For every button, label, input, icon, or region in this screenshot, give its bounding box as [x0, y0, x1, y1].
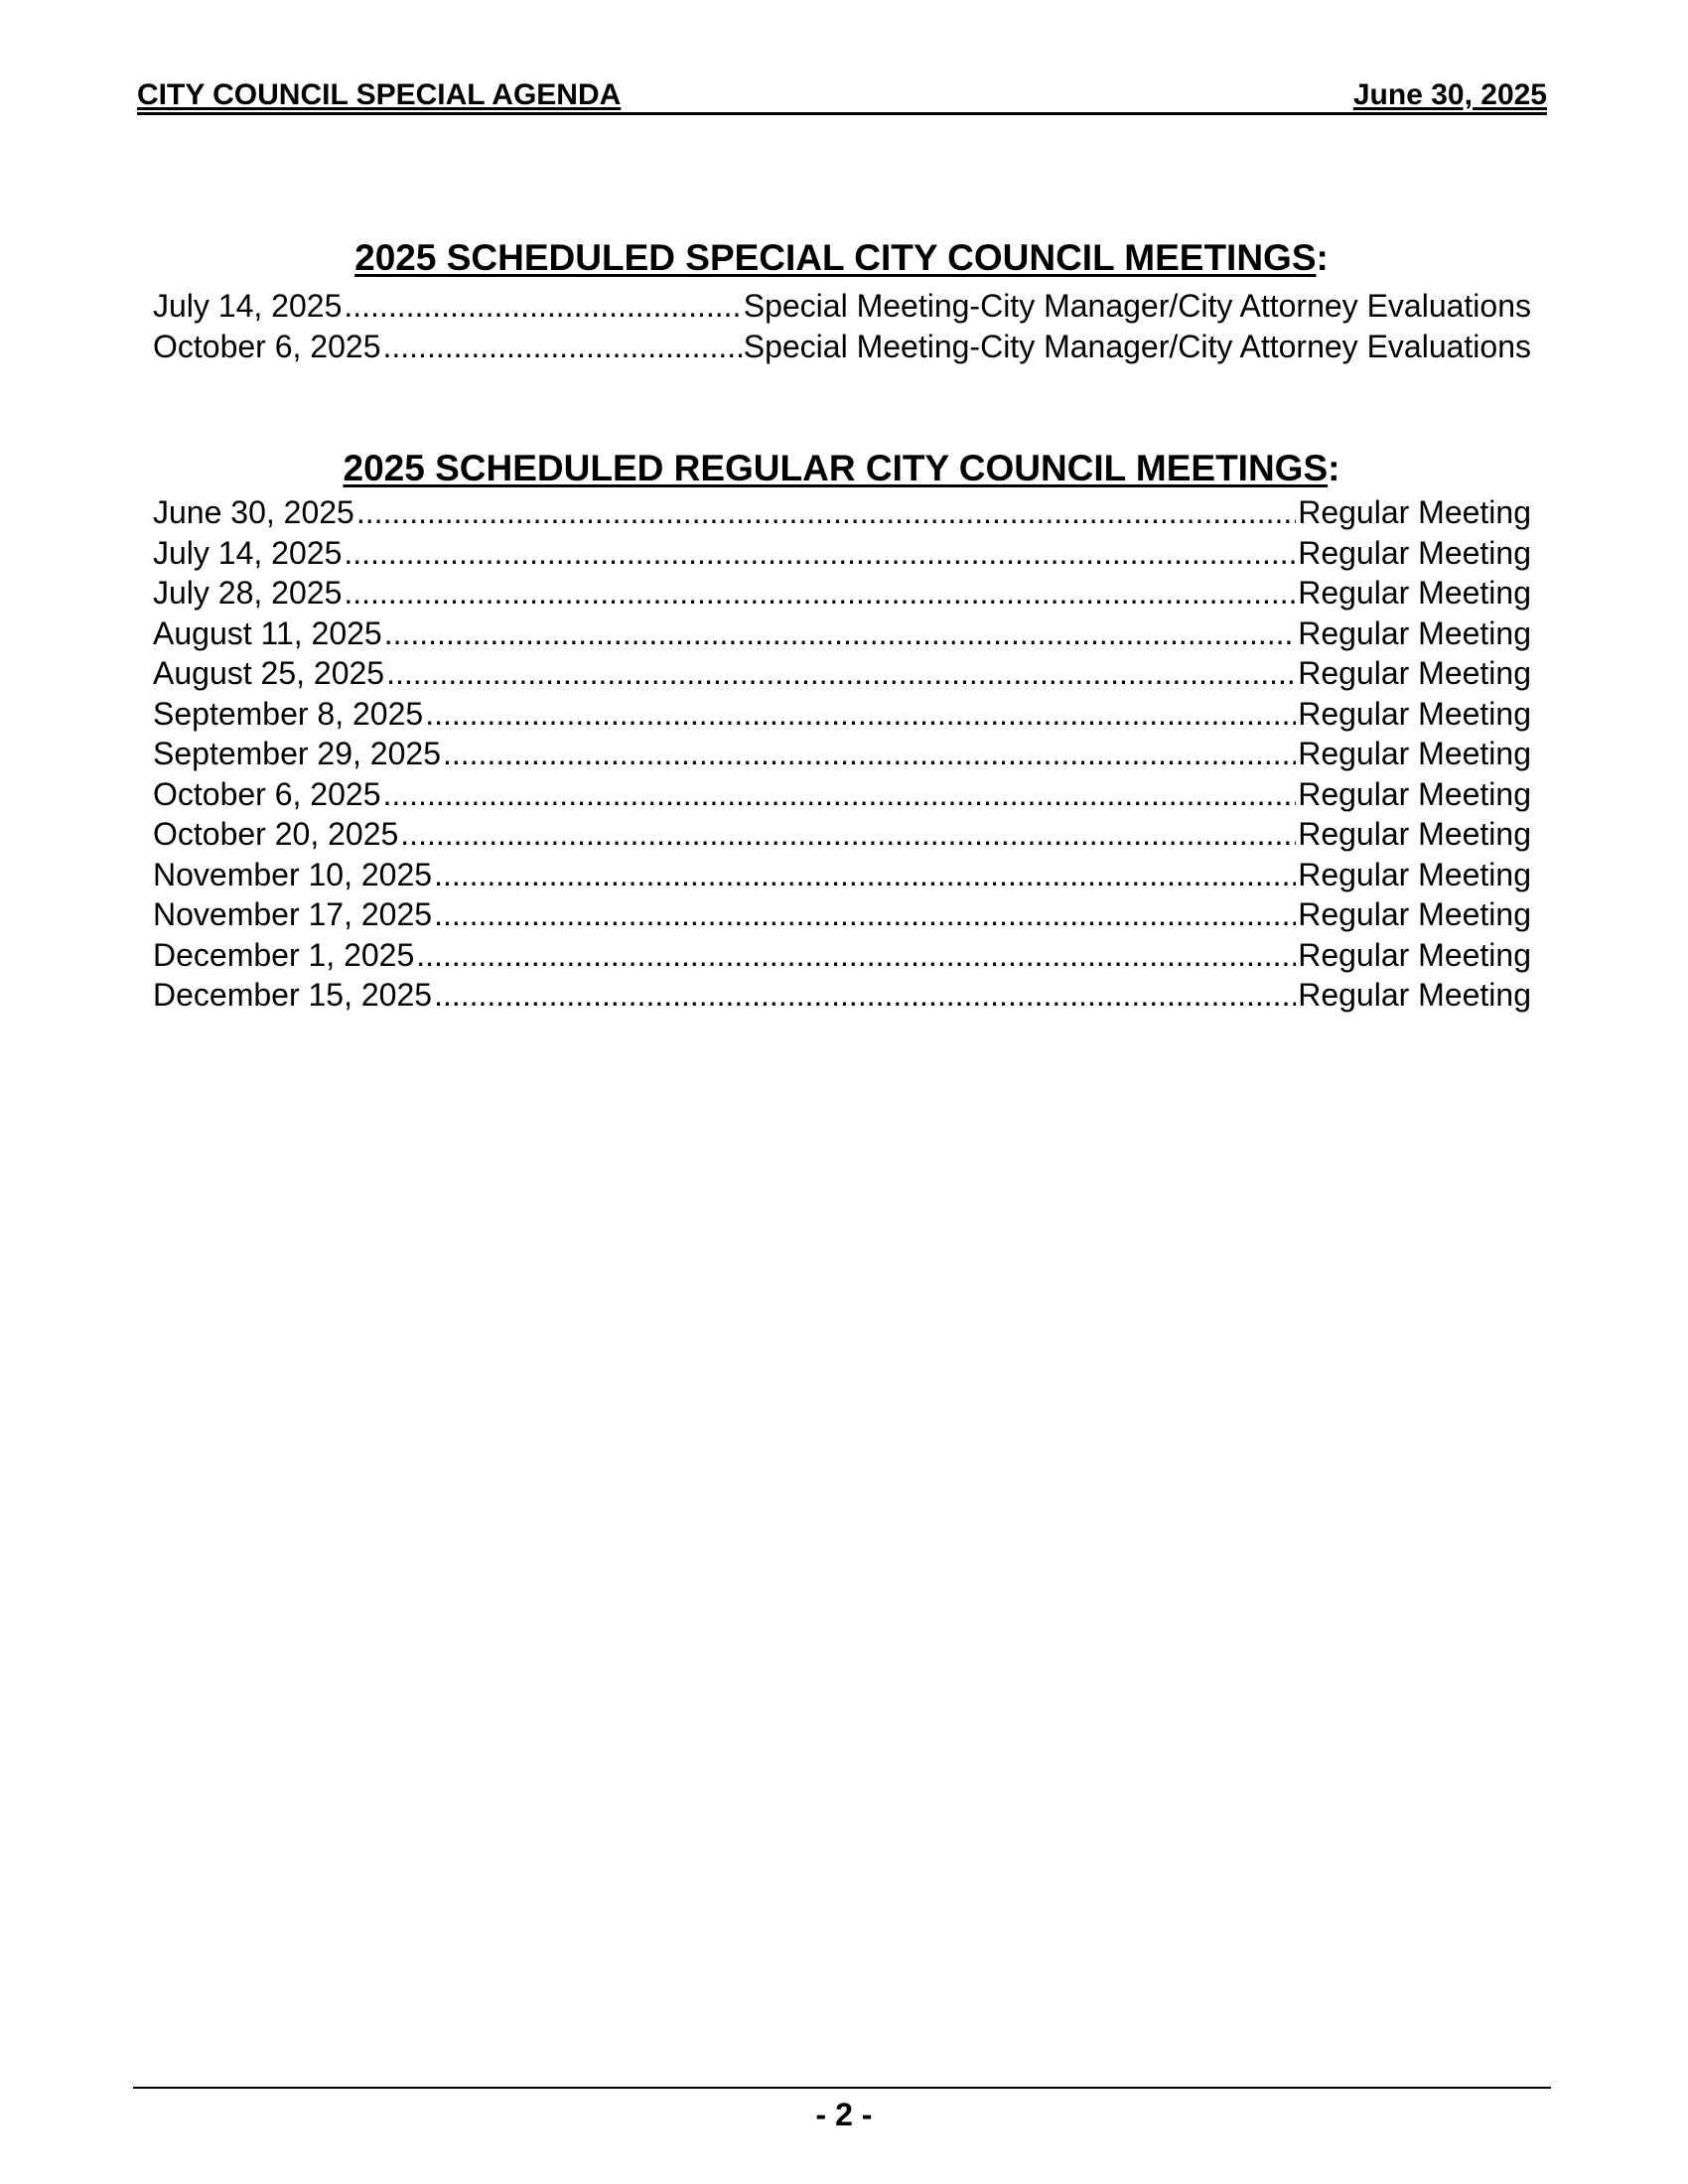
meeting-date: October 20, 2025 [153, 816, 399, 852]
meeting-description: Regular Meeting [1298, 816, 1531, 852]
meeting-description: Regular Meeting [1298, 534, 1531, 571]
dot-leader [434, 977, 1296, 1014]
meeting-date: December 1, 2025 [153, 936, 415, 973]
special-meetings-heading-text: 2025 SCHEDULED SPECIAL CITY COUNCIL MEETINGS [354, 237, 1317, 278]
meeting-date: August 25, 2025 [153, 655, 385, 691]
agenda-date: June 30, 2025 [1352, 78, 1547, 111]
dot-leader [386, 655, 1296, 692]
meeting-description: Regular Meeting [1298, 736, 1531, 771]
regular-meetings-heading-text: 2025 SCHEDULED REGULAR CITY COUNCIL MEETINGS [343, 448, 1329, 488]
page-number: - 2 - [815, 2097, 873, 2132]
special-meetings-heading-colon: : [1316, 237, 1329, 278]
meeting-description: Regular Meeting [1298, 936, 1531, 973]
dot-leader [434, 896, 1296, 933]
meeting-date: September 8, 2025 [153, 695, 424, 732]
dot-leader [384, 615, 1297, 652]
regular-meeting-row [153, 736, 1531, 776]
regular-meeting-row [153, 977, 1531, 1018]
regular-meeting-row [153, 535, 1531, 576]
regular-meeting-row [153, 937, 1531, 978]
regular-meeting-row [153, 857, 1531, 897]
dot-leader [382, 329, 741, 365]
dot-leader [344, 535, 1296, 572]
regular-meeting-row [153, 575, 1531, 615]
meeting-date: October 6, 2025 [153, 328, 381, 364]
meeting-description: Regular Meeting [1298, 614, 1531, 651]
regular-meetings-list [153, 494, 1531, 1018]
dot-leader [425, 696, 1296, 733]
dot-leader [356, 494, 1296, 531]
footer-rule [133, 2087, 1551, 2089]
regular-meetings-heading-colon: : [1328, 448, 1340, 488]
meeting-date: July 14, 2025 [153, 534, 343, 571]
regular-meetings-heading [149, 447, 1534, 490]
dot-leader [344, 575, 1296, 612]
regular-meeting-row [153, 776, 1531, 817]
meeting-description: Regular Meeting [1298, 775, 1531, 812]
meeting-description: Regular Meeting [1298, 575, 1531, 611]
regular-meeting-row [153, 494, 1531, 535]
meeting-date: July 14, 2025 [153, 288, 343, 324]
dot-leader [344, 288, 741, 325]
regular-meeting-row [153, 816, 1531, 857]
special-meetings-heading [149, 236, 1534, 280]
meeting-description: Regular Meeting [1298, 494, 1531, 530]
meeting-description: Regular Meeting [1298, 896, 1531, 932]
regular-meeting-row [153, 696, 1531, 737]
meeting-description: Regular Meeting [1298, 695, 1531, 732]
meeting-description: Regular Meeting [1298, 977, 1531, 1013]
meeting-date: July 28, 2025 [153, 575, 343, 611]
meeting-date: November 17, 2025 [153, 896, 433, 932]
page-header [137, 79, 1547, 115]
regular-meeting-row [153, 615, 1531, 656]
dot-leader [434, 857, 1296, 893]
dot-leader [382, 776, 1296, 813]
dot-leader [416, 937, 1296, 974]
meeting-date: June 30, 2025 [153, 494, 354, 530]
special-meeting-row [153, 329, 1531, 369]
meeting-date: November 10, 2025 [153, 856, 433, 892]
meeting-date: October 6, 2025 [153, 775, 381, 812]
meeting-date: September 29, 2025 [153, 736, 441, 771]
dot-leader [400, 816, 1296, 853]
meeting-description: Regular Meeting [1298, 856, 1531, 892]
meeting-date: August 11, 2025 [153, 614, 382, 651]
special-meeting-row [153, 288, 1531, 329]
agenda-title: CITY COUNCIL SPECIAL AGENDA [137, 78, 622, 111]
meeting-date: December 15, 2025 [153, 977, 433, 1013]
regular-meeting-row [153, 896, 1531, 937]
special-meetings-list [153, 288, 1531, 368]
meeting-description: Special Meeting-City Manager/City Attorney Evaluations [743, 328, 1531, 364]
meeting-description: Special Meeting-City Manager/City Attorney Evaluations [743, 288, 1531, 324]
regular-meeting-row [153, 655, 1531, 696]
meeting-description: Regular Meeting [1298, 655, 1531, 691]
dot-leader [443, 736, 1296, 772]
